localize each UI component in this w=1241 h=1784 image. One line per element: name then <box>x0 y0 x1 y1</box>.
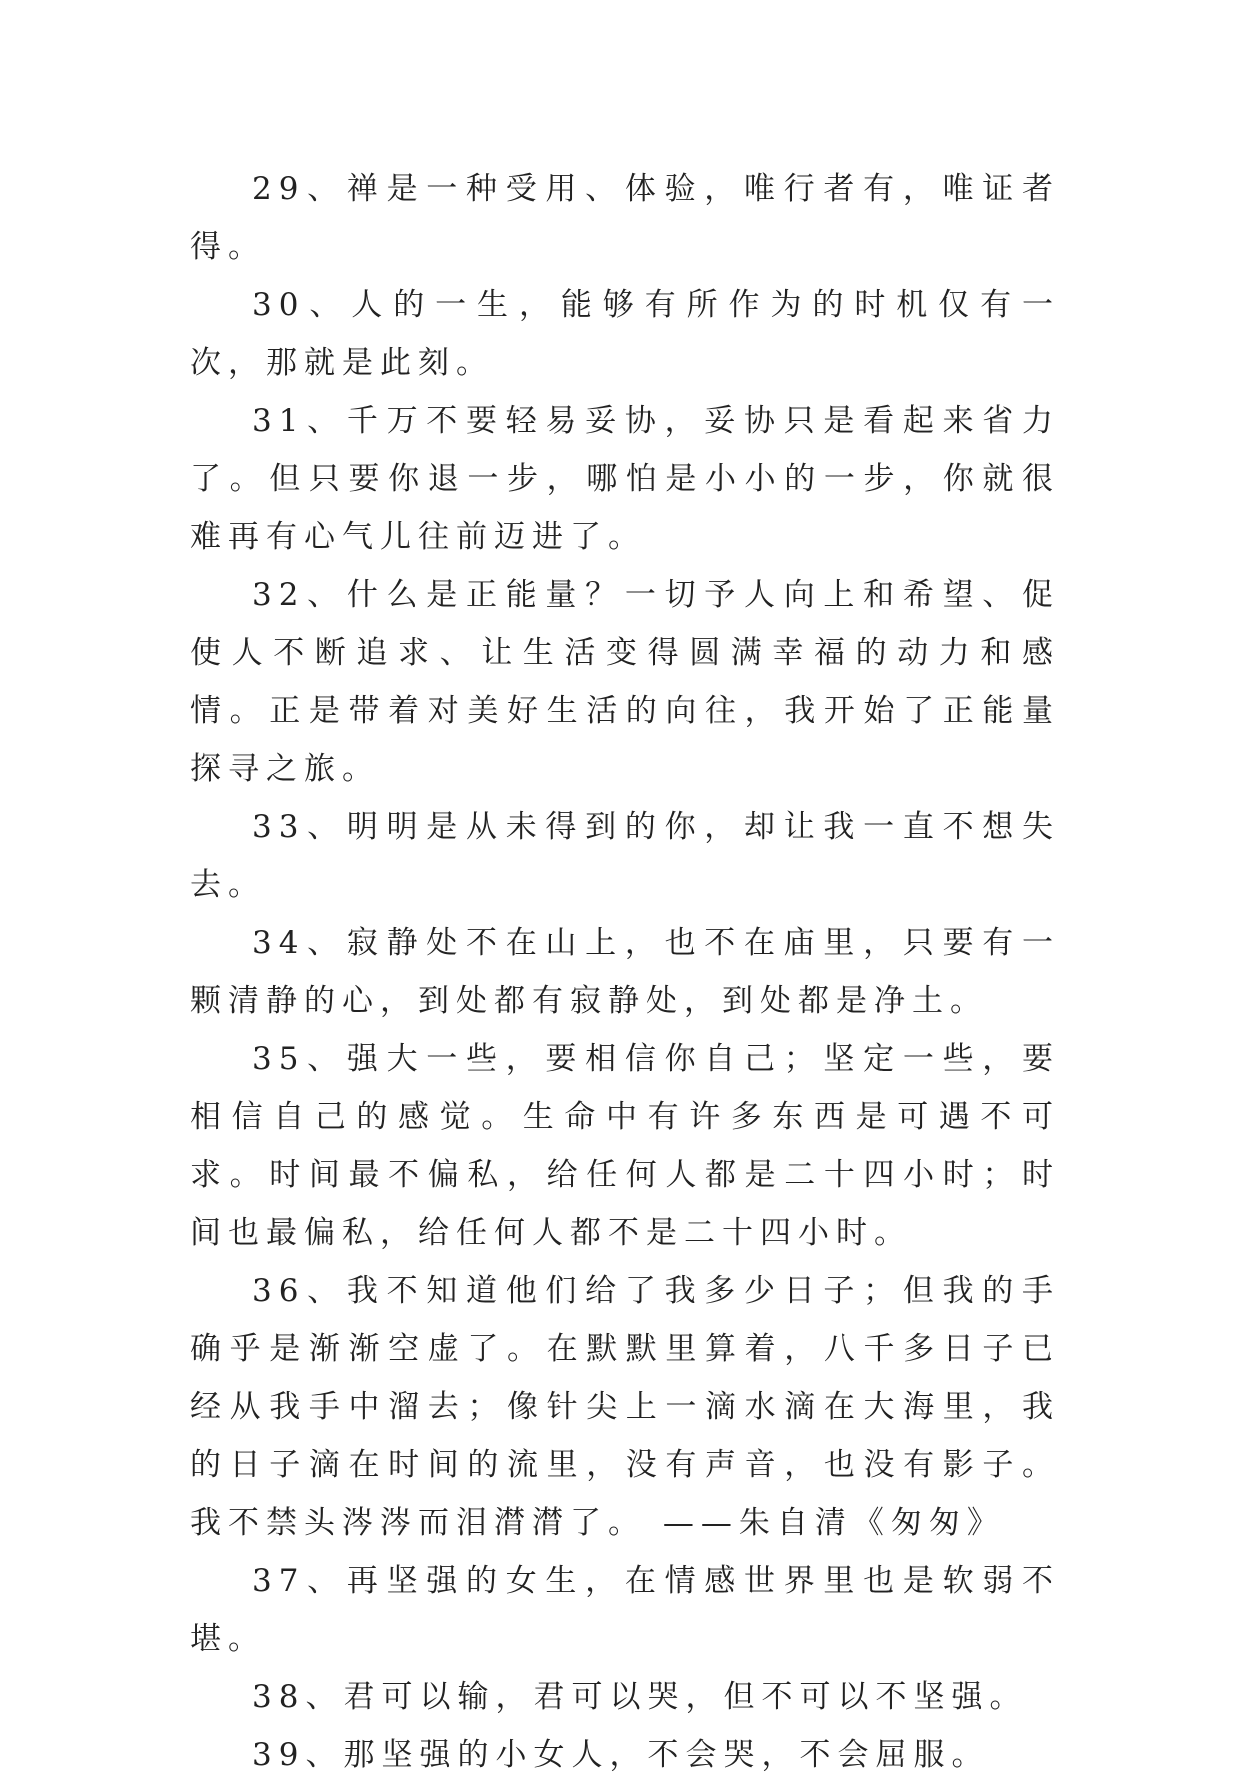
quote-31: 31、千万不要轻易妥协，妥协只是看起来省力了。但只要你退一步，哪怕是小小的一步，你就很难再有心气儿往前迈进了。 <box>190 403 1060 555</box>
quote-39: 39、那坚强的小女人，不会哭，不会屈服。 <box>252 1737 990 1773</box>
quote-35: 35、强大一些，要相信你自己；坚定一些，要相信自己的感觉。生命中有许多东西是可遇不可求。时间最不偏私，给任何人都是二十四小时；时间也最偏私，给任何人都不是二十四小时。 <box>190 1041 1060 1251</box>
quote-32: 32、什么是正能量？一切予人向上和希望、促使人不断追求、让生活变得圆满幸福的动力和感情。正是带着对美好生活的向往，我开始了正能量探寻之旅。 <box>190 577 1060 787</box>
quote-34: 34、寂静处不在山上，也不在庙里，只要有一颗清静的心，到处都有寂静处，到处都是净土。 <box>190 925 1060 1019</box>
quote-30: 30、人的一生，能够有所作为的时机仅有一次，那就是此刻。 <box>190 287 1060 381</box>
quote-33: 33、明明是从未得到的你，却让我一直不想失去。 <box>190 809 1060 903</box>
quote-36: 36、我不知道他们给了我多少日子；但我的手确乎是渐渐空虚了。在默默里算着，八千多日子已经从我手中溜去；像针尖上一滴水滴在大海里，我的日子滴在时间的流里，没有声音，也没有影子。我不禁头涔涔而泪潸潸了。 ——朱自清《匆匆》 <box>190 1273 1060 1541</box>
quote-38: 38、君可以输，君可以哭，但不可以不坚强。 <box>252 1679 1028 1715</box>
document-page <box>190 160 1060 1784</box>
quote-37: 37、再坚强的女生，在情感世界里也是软弱不堪。 <box>190 1563 1060 1657</box>
quote-29: 29、禅是一种受用、体验，唯行者有，唯证者得。 <box>190 171 1060 265</box>
